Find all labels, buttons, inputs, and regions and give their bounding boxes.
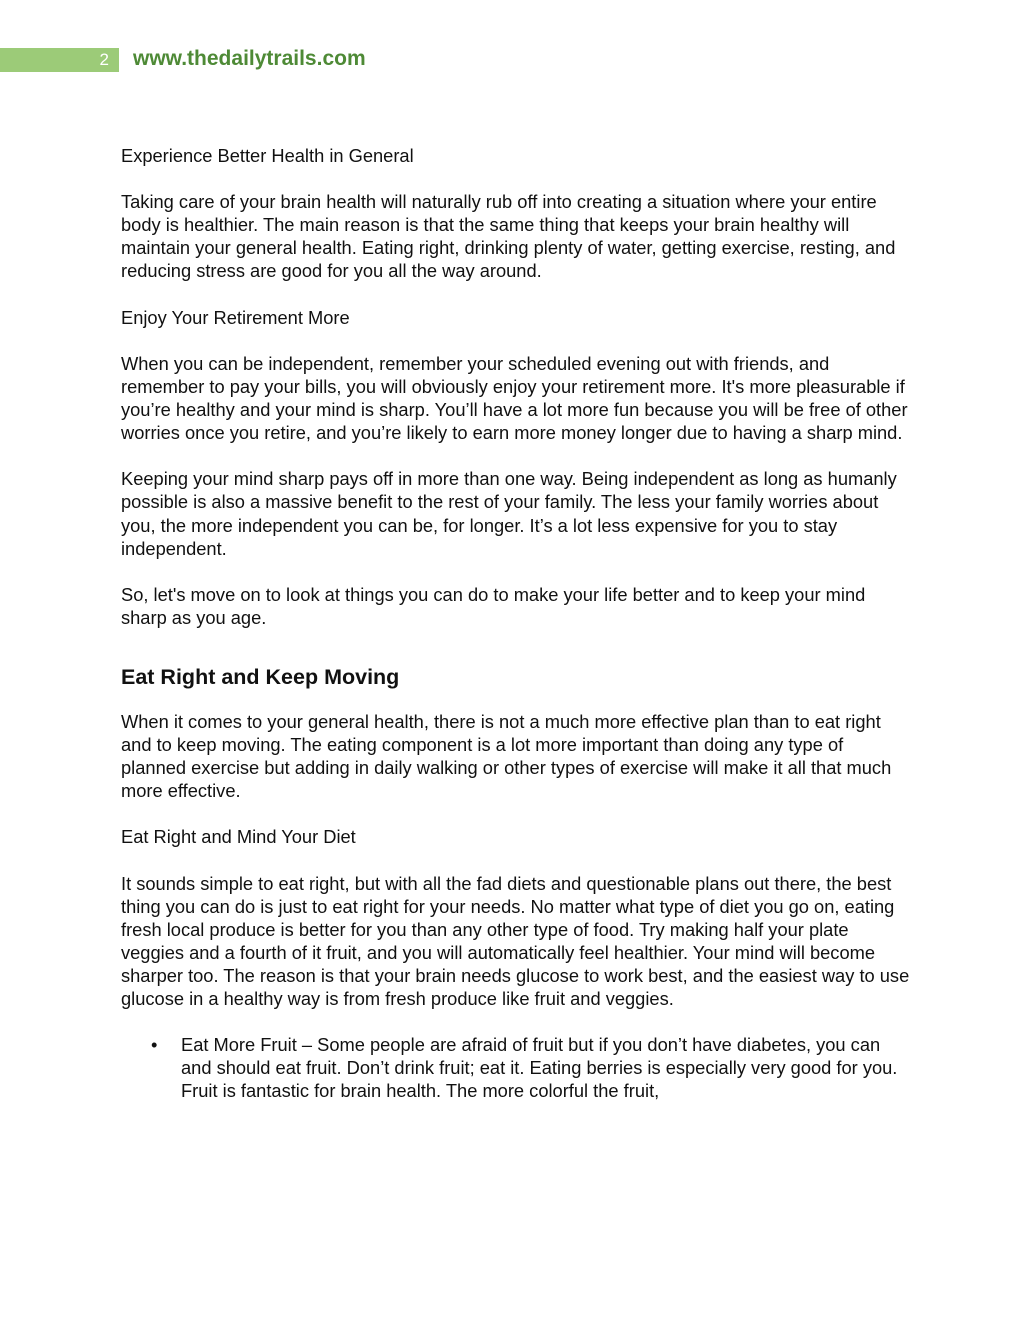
paragraph-retirement: When you can be independent, remember your scheduled evening out with friends, and remember to pay your bills, you will obviously enjoy your retirement more. It's more pleasurable if you’re healthy and your mind is sharp. You’ll have a lot more fun because you will be free of other worries once you retire, and you’re likely to earn more money longer due to having a sharp mind. (121, 352, 908, 444)
subheading-better-health: Experience Better Health in General (121, 145, 414, 166)
subheading-diet: Eat Right and Mind Your Diet (121, 826, 356, 848)
page-header (0, 48, 600, 72)
paragraph-eat-right: It sounds simple to eat right, but with all the fad diets and questionable plans out there, the best thing you can do is just to eat right for your needs. No matter what type of diet you go on, eating fresh local produce is better for you than any other type of food. Try making half your plate veggies and a fourth of it fruit, and you will automatically feel healthier. Your mind will become sharper too. The reason is that your brain needs glucose to work best, and the easiest way to use glucose in a healthy way is from fresh produce like fruit and veggies. (121, 872, 910, 1010)
bullet-list (121, 1033, 911, 1102)
bullet-icon: • (151, 1034, 158, 1056)
paragraph-independence: Keeping your mind sharp pays off in more than one way. Being independent as long as humanly possible is also a massive benefit to the rest of your family. The less your family worries about you, the more independent you can be, for longer. It’s a lot less expensive for you to stay independent. (121, 468, 897, 559)
paragraph-general-health: When it comes to your general health, there is not a much more effective plan than to eat right and to keep moving. The eating component is a lot more important than doing any type of planned exercise but adding in daily walking or other types of exercise will make it all that much more effective. (121, 710, 892, 802)
list-item-text: Eat More Fruit – Some people are afraid of fruit but if you don’t have diabetes, you can and should eat fruit. Don’t drink fruit; eat it. Eating berries is especially very good for you. Fruit is fantastic for brain health. The more colorful the fruit, (181, 1034, 898, 1102)
paragraph-brain-health: Taking care of your brain health will naturally rub off into creating a situation where your entire body is healthier. The main reason is that the same thing that keeps your brain healthy will maintain your general health. Eating right, drinking plenty of water, getting exercise, resting, and reducing stress are good for you all the way around. (121, 191, 896, 282)
page-number: 2 (99, 50, 109, 69)
section-heading: Eat Right and Keep Moving (121, 664, 400, 689)
document-body (121, 144, 911, 1103)
paragraph-move-on: So, let's move on to look at things you can do to make your life better and to keep your mind sharp as you age. (121, 583, 866, 628)
subheading-retirement: Enjoy Your Retirement More (121, 306, 350, 328)
list-item (121, 1033, 911, 1102)
site-url: www.thedailytrails.com (133, 47, 366, 70)
page-number-bar (0, 48, 119, 72)
